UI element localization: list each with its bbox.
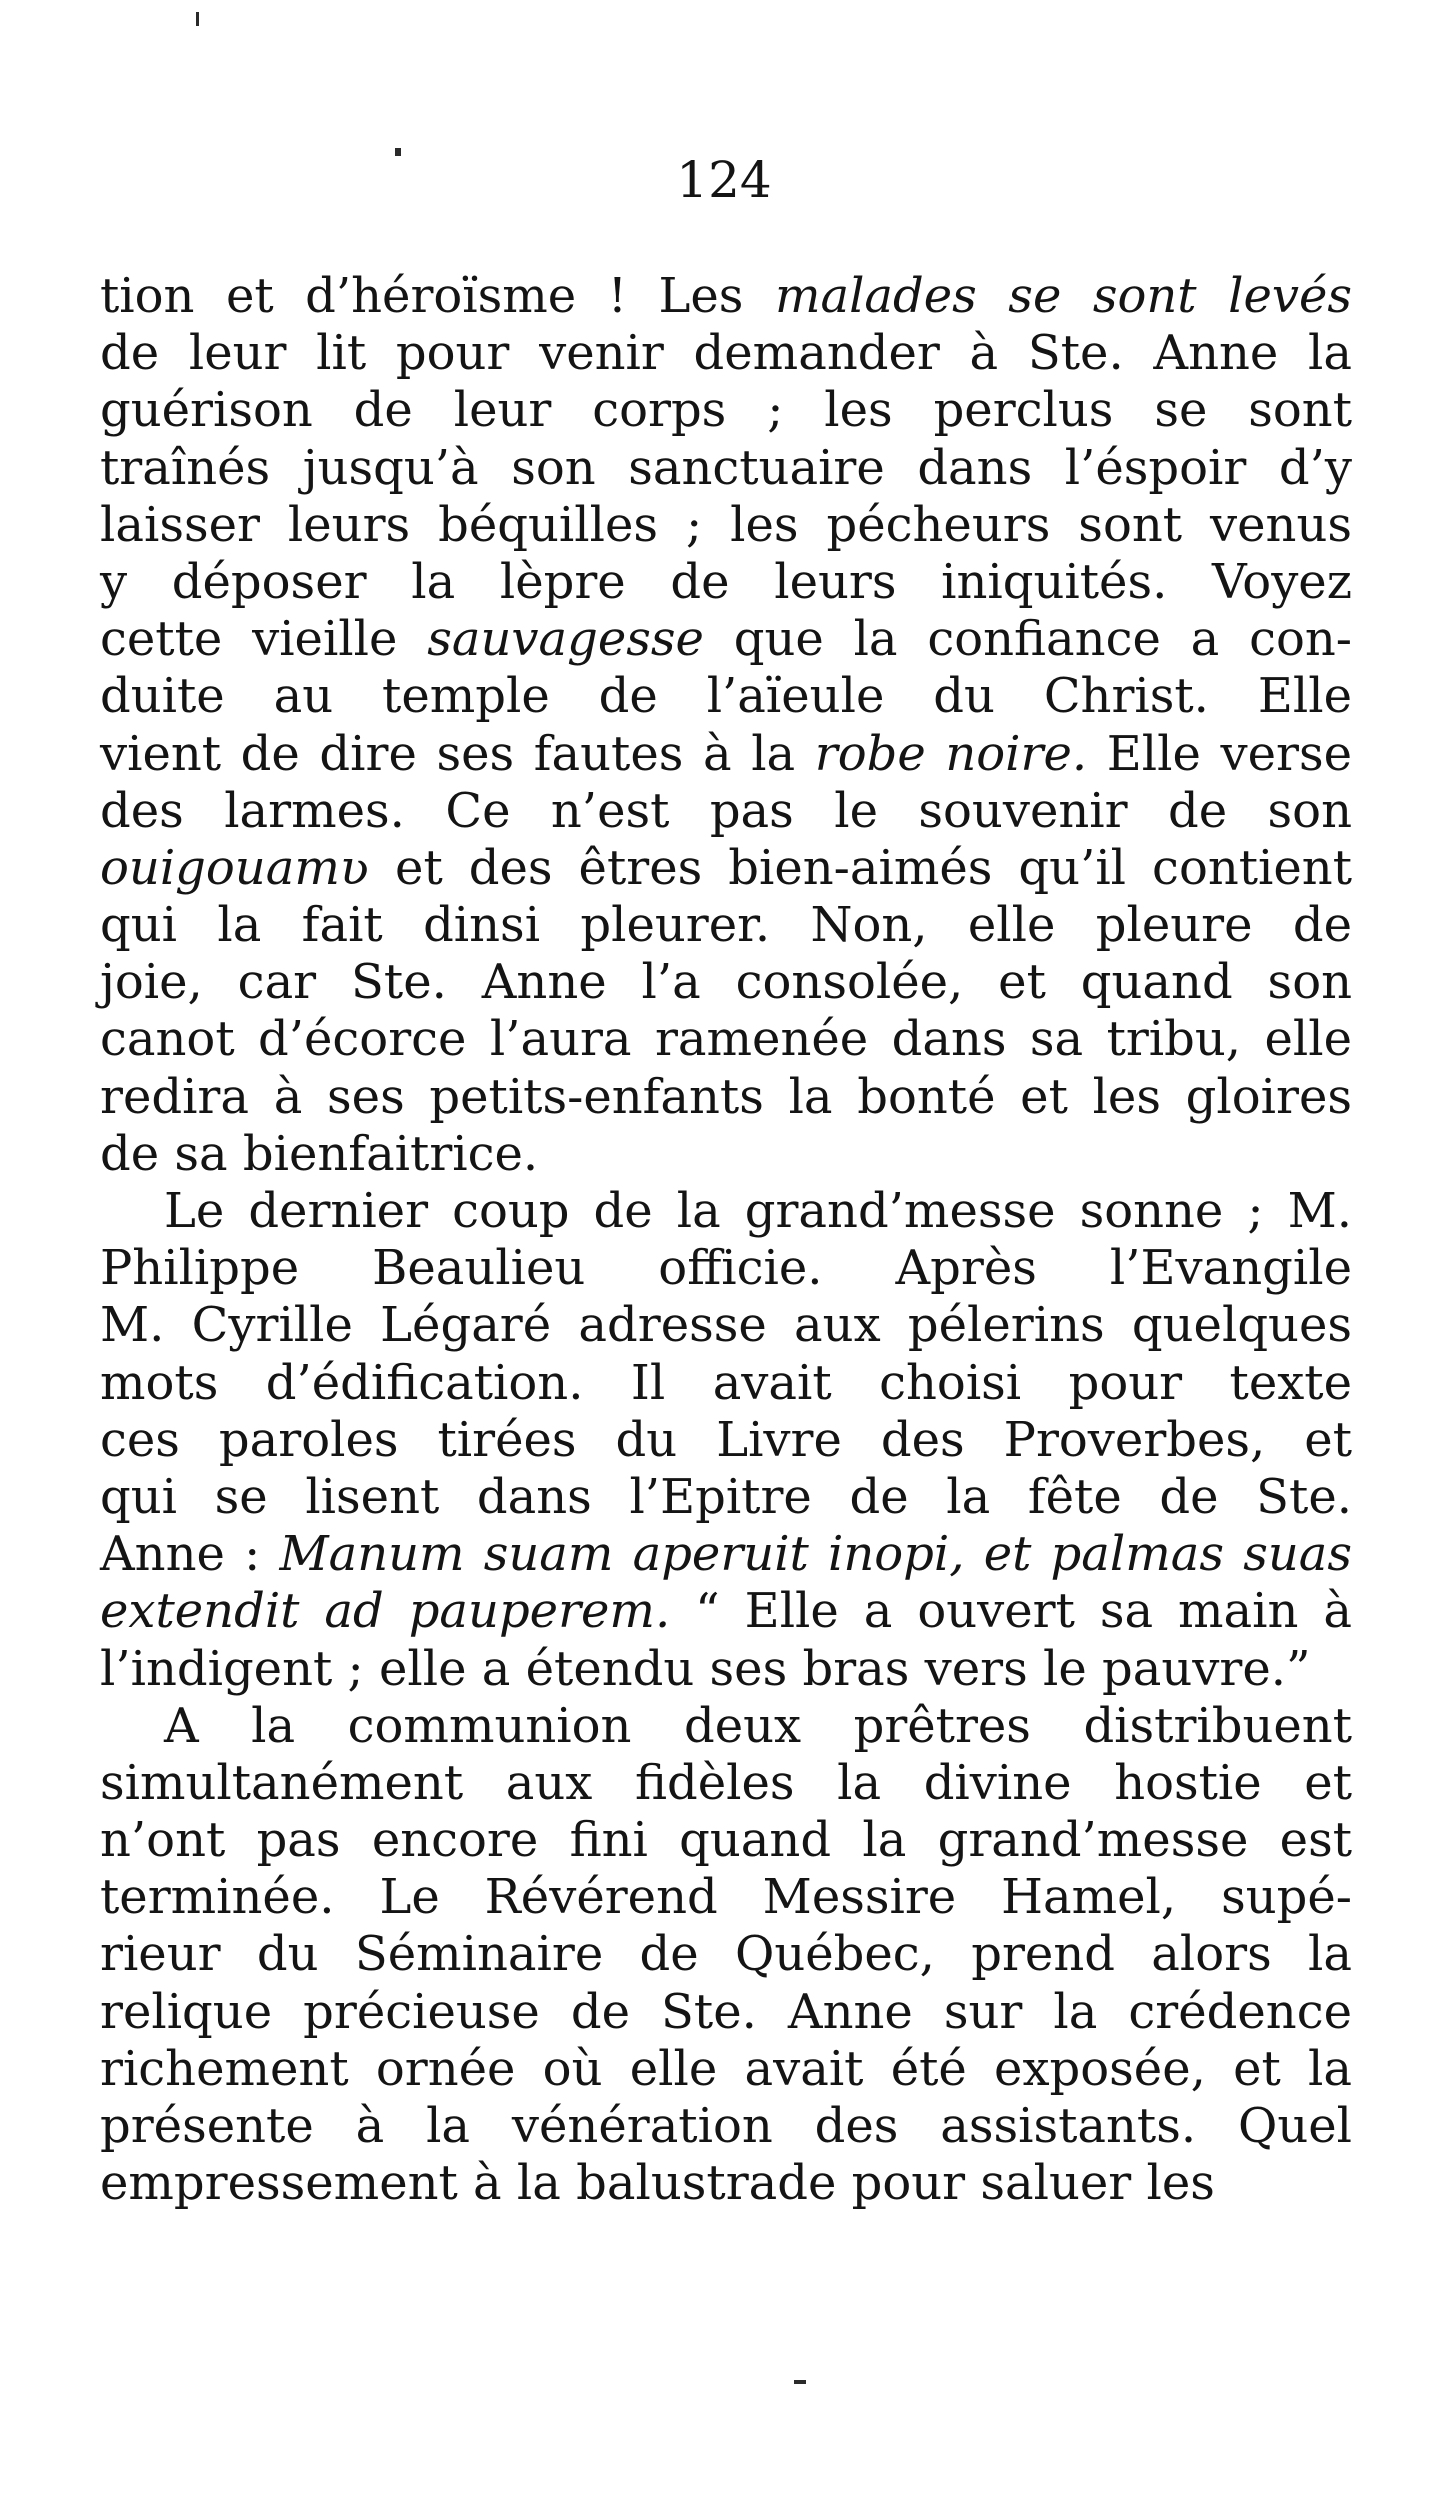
italic-text: sauvagesse [427, 611, 704, 668]
text-line [100, 1011, 1352, 1068]
text-line [100, 2041, 1352, 2098]
text-segment: cette vieille [100, 611, 428, 668]
text-line [100, 1698, 1352, 1755]
text-line [100, 1412, 1352, 1469]
text-segment: rieur du Séminaire de Québec, prend alors la [100, 1926, 1352, 1983]
text-line [100, 1526, 1352, 1583]
text-segment: Elle verse [1087, 725, 1353, 782]
text-segment: et des êtres bien-aimés qu’il contient [369, 839, 1352, 896]
text-line [100, 1355, 1352, 1412]
text-segment: canot d’écorce l’aura ramenée dans sa tribu, elle [100, 1011, 1352, 1068]
text-line [100, 840, 1352, 897]
text-segment: redira à ses petits-enfants la bonté et les gloires [100, 1068, 1352, 1125]
text-line [100, 1126, 1352, 1183]
text-line [100, 1297, 1352, 1354]
text-line [100, 554, 1352, 611]
italic-text: malades se sont levés [774, 268, 1353, 324]
text-segment: “ Elle a ouvert sa main à [670, 1583, 1353, 1640]
top-speck [196, 12, 199, 26]
text-segment: empressement à la balustrade pour saluer les [100, 2155, 1215, 2212]
text-line [100, 611, 1352, 668]
text-line [100, 668, 1352, 725]
text-segment: tion et d’héroïsme ! Les [100, 268, 775, 324]
text-segment: guérison de leur corps ; les perclus se sont [100, 382, 1352, 439]
text-segment: mots d’édification. Il avait choisi pour texte [100, 1354, 1352, 1411]
text-line [100, 1641, 1352, 1698]
italic-text: Manum suam aperuit inopi, et palmas suas [279, 1526, 1352, 1583]
text-line [100, 325, 1352, 382]
text-segment: A la communion deux prêtres distribuent [164, 1697, 1352, 1754]
text-segment: que la confiance a con- [703, 611, 1353, 668]
text-segment: duite au temple de l’aïeule du Christ. Elle [100, 668, 1352, 725]
text-line [100, 954, 1352, 1011]
text-line [100, 440, 1352, 497]
text-segment: Philippe Beaulieu officie. Après l’Evangile [100, 1240, 1352, 1297]
italic-text: extendit ad pauperem. [100, 1583, 671, 1640]
bottom-dash [794, 2380, 806, 2384]
body-text [100, 268, 1352, 2212]
text-segment: de sa bienfaitrice. [100, 1125, 539, 1182]
text-segment: des larmes. Ce n’est pas le souvenir de son [100, 782, 1352, 839]
text-segment: l’indigent ; elle a étendu ses bras vers le pauvre.” [100, 1640, 1311, 1697]
text-line [100, 1583, 1352, 1640]
text-segment: Le dernier coup de la grand’messe sonne ; M. [164, 1183, 1352, 1239]
text-segment: qui se lisent dans l’Epitre de la fête de Ste. [100, 1468, 1352, 1525]
text-segment: laisser leurs béquilles ; les pécheurs sont venus [100, 496, 1352, 553]
text-line [100, 2155, 1352, 2212]
text-line [100, 1984, 1352, 2041]
text-line [100, 1240, 1352, 1297]
text-segment: traînés jusqu’à son sanctuaire dans l’éspoir d’y [100, 439, 1352, 496]
text-line [100, 382, 1352, 439]
text-segment: qui la fait dinsi pleurer. Non, elle pleure de [100, 897, 1352, 954]
italic-text: ouigouamʋ [100, 839, 370, 896]
text-segment: de leur lit pour venir demander à Ste. Anne la [100, 325, 1352, 382]
text-line [100, 1183, 1352, 1240]
text-segment: M. Cyrille Légaré adresse aux pélerins quelques [100, 1297, 1352, 1354]
text-segment: terminée. Le Révérend Messire Hamel, supé- [100, 1869, 1352, 1926]
text-segment: ces paroles tirées du Livre des Proverbes, et [100, 1411, 1352, 1468]
text-segment: Anne : [100, 1526, 280, 1583]
text-segment: n’ont pas encore fini quand la grand’messe est [100, 1812, 1352, 1869]
text-line [100, 783, 1352, 840]
text-line [100, 1812, 1352, 1869]
text-line [100, 1926, 1352, 1983]
text-line [100, 1069, 1352, 1126]
text-segment: joie, car Ste. Anne l’a consolée, et quand son [100, 954, 1352, 1011]
text-line [100, 268, 1352, 325]
text-segment: simultanément aux fidèles la divine hostie et [100, 1754, 1352, 1811]
italic-text: robe noire. [814, 725, 1088, 782]
text-segment: richement ornée où elle avait été exposée, et la [100, 2040, 1352, 2097]
text-line [100, 497, 1352, 554]
text-line [100, 726, 1352, 783]
top-dot [395, 148, 401, 156]
page-number: 124 [676, 151, 772, 209]
text-segment: vient de dire ses fautes à la [100, 725, 815, 782]
text-line [100, 897, 1352, 954]
text-segment: relique précieuse de Ste. Anne sur la crédence [100, 1983, 1352, 2040]
text-line [100, 1755, 1352, 1812]
text-line [100, 1469, 1352, 1526]
text-segment: présente à la vénération des assistants. Quel [100, 2098, 1352, 2154]
text-segment: y déposer la lèpre de leurs iniquités. Voyez [100, 553, 1352, 610]
text-line [100, 2098, 1352, 2155]
text-line [100, 1869, 1352, 1926]
